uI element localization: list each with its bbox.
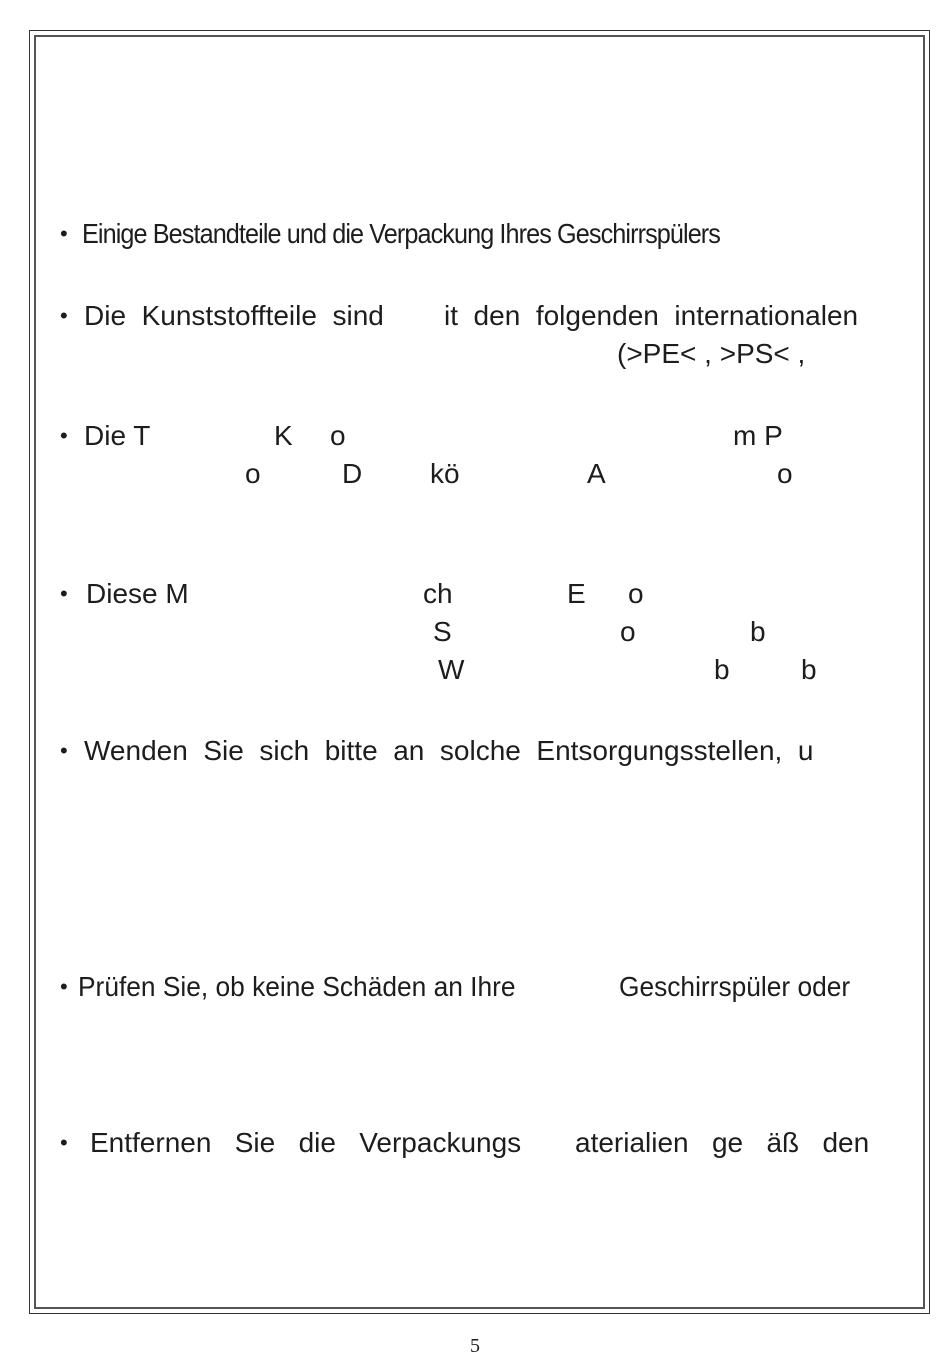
paragraph-4-fragment-8: W (438, 654, 465, 685)
paragraph-3-fragment-2: K (274, 420, 293, 451)
paragraph-3-fragment-1: Die T (84, 420, 151, 451)
paragraph-2-fragment-1: Die Kunststoffteile sind (84, 300, 384, 331)
paragraph-1-line-1: Einige Bestandteile und die Verpackung Ihres Geschirrspülers (82, 218, 721, 249)
paragraph-4-fragment-10: b (801, 654, 817, 685)
paragraph-3-fragment-4: m P (733, 420, 783, 451)
paragraph-2-fragment-2: it den folgenden internationalen (444, 300, 859, 331)
paragraph-4-fragment-4: o (628, 578, 644, 609)
paragraph-4-fragment-2: ch (423, 578, 453, 609)
bullet-5: • (60, 738, 68, 763)
paragraph-4-fragment-1: Diese M (86, 578, 189, 609)
bullet-4: • (60, 581, 68, 606)
paragraph-2-fragment-3: (>PE< , >PS< , (617, 338, 806, 369)
paragraph-6-fragment-2: Geschirrspüler oder (619, 971, 851, 1002)
paragraph-7-fragment-1: Entfernen Sie die Verpackungs (90, 1127, 522, 1158)
paragraph-3-fragment-7: kö (430, 458, 460, 489)
paragraph-4-fragment-6: o (620, 616, 636, 647)
paragraph-3-fragment-8: A (587, 458, 606, 489)
bullet-6: • (60, 974, 68, 999)
bullet-7: • (60, 1130, 68, 1155)
paragraph-3-fragment-3: o (330, 420, 346, 451)
paragraph-3-fragment-9: o (777, 458, 793, 489)
bullet-1: • (60, 221, 68, 246)
paragraph-7-fragment-2: aterialien ge äß den (575, 1127, 870, 1158)
bullet-3: • (60, 423, 68, 448)
paragraph-4-fragment-9: b (714, 654, 730, 685)
paragraph-5-line-1: Wenden Sie sich bitte an solche Entsorgungsstellen, u (84, 735, 814, 766)
bullet-2: • (60, 303, 68, 328)
page-number: 5 (470, 1335, 480, 1357)
paragraph-3-fragment-6: D (342, 458, 363, 489)
paragraph-4-fragment-5: S (433, 616, 452, 647)
paragraph-3-fragment-5: o (245, 458, 261, 489)
paragraph-4-fragment-3: E (567, 578, 586, 609)
paragraph-6-fragment-1: Prüfen Sie, ob keine Schäden an Ihre (78, 971, 516, 1002)
paragraph-4-fragment-7: b (750, 616, 766, 647)
